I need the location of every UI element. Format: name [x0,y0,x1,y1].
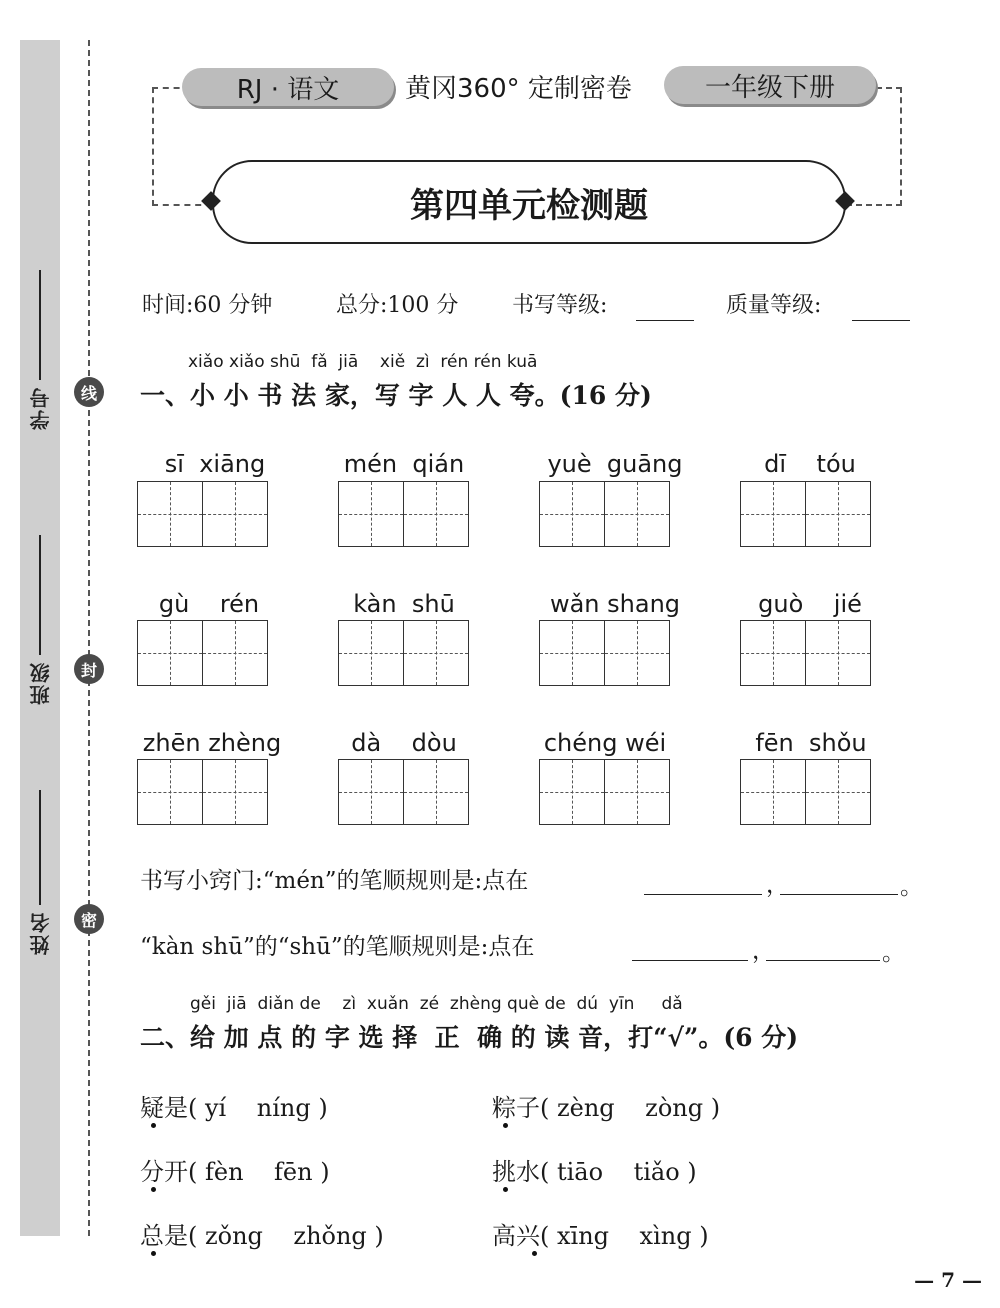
word-pinyin: gù rén [158,590,260,618]
writing-grid[interactable] [740,759,871,825]
section2-pinyin: gěi jiā diǎn de zì xuǎn zé zhèng què de dú yīn dǎ [190,994,683,1014]
header-bracket-right [846,87,902,206]
tip1-blank-1[interactable] [644,870,762,895]
student-id-line [39,270,41,380]
seal-secret: 密 [74,904,104,934]
emphasis-dot [151,1123,156,1128]
writing-grid[interactable] [740,620,871,686]
quality-grade-label: 质量等级: [726,293,822,318]
word-pinyin: sī xiāng [164,450,266,478]
writing-grid[interactable] [338,481,469,547]
word-pinyin: kàn shū [353,590,455,618]
writing-grid[interactable] [539,481,670,547]
subject-badge: RJ · 语文 [182,68,394,106]
word-pinyin: dà dòu [351,729,457,757]
tip2-blank-1[interactable] [632,936,748,961]
word-pinyin: fēn shǒu [755,729,867,757]
emphasis-dot [503,1187,508,1192]
class-field[interactable] [20,535,60,705]
writing-grid[interactable] [539,620,670,686]
stroke-tip-2: “kàn shū”的“shū”的笔顺规则是:点在 [140,934,535,960]
tip2-comma: ， [752,938,775,964]
word-pinyin: guò jié [758,590,862,618]
section1-title: 一、小 小 书 法 家，写 字 人 人 夸。(16 分) [140,381,652,410]
class-line [39,535,41,655]
tip2-blank-2[interactable] [766,936,880,961]
section2-title: 二、给 加 点 的 字 选 择 正 确 的 读 音，打“√”。(6 分) [140,1023,799,1052]
stroke-tip-1: 书写小窍门:“mén”的笔顺规则是:点在 [140,868,529,894]
word-pinyin: dī tóu [764,450,856,478]
word-pinyin: zhēn zhèng [142,729,282,757]
emphasis-dot [151,1251,156,1256]
grade-badge: 一年级下册 [664,66,876,104]
option-item[interactable]: 挑水( tiāo tiǎo ) [492,1158,697,1186]
seal-seal: 封 [74,654,104,684]
emphasis-dot [532,1251,537,1256]
time-info: 时间:60 分钟 [142,293,273,318]
quality-grade-blank[interactable] [852,296,910,321]
section1-pinyin: xiǎo xiǎo shū fǎ jiā xiě zì rén rén kuā [188,352,538,372]
student-id-field[interactable] [20,270,60,430]
writing-grade-blank[interactable] [636,296,694,321]
name-field[interactable] [20,790,60,955]
writing-grid[interactable] [338,620,469,686]
tip2-period: 。 [882,940,905,966]
seal-line: 线 [74,377,104,407]
writing-grid[interactable] [338,759,469,825]
name-line [39,790,41,905]
series-name: 黄冈360° 定制密卷 [405,74,632,104]
word-pinyin: wǎn shang [549,590,681,618]
option-item[interactable]: 疑是( yí níng ) [140,1094,328,1122]
emphasis-dot [503,1123,508,1128]
tip1-period: 。 [900,874,923,900]
option-item[interactable]: 分开( fèn fēn ) [140,1158,330,1186]
student-id-label: 学号 [28,386,53,430]
tip1-blank-2[interactable] [780,870,898,895]
writing-grid[interactable] [137,481,268,547]
emphasis-dot [151,1187,156,1192]
writing-grid[interactable] [137,620,268,686]
word-pinyin: yuè guāng [547,450,683,478]
option-item[interactable]: 高兴( xīng xìng ) [492,1222,709,1250]
cut-line [88,40,90,1236]
word-pinyin: chéng wéi [543,729,667,757]
writing-grade-label: 书写等级: [512,293,608,318]
option-item[interactable]: 总是( zǒng zhǒng ) [140,1222,384,1250]
writing-grid[interactable] [137,759,268,825]
word-pinyin: mén qián [343,450,465,478]
writing-grid[interactable] [740,481,871,547]
writing-grid[interactable] [539,759,670,825]
class-label: 班级 [28,661,53,705]
total-score-info: 总分:100 分 [336,293,459,318]
page-title: 第四单元检测题 [212,160,846,244]
page-number: — 7 — [914,1268,982,1292]
option-item[interactable]: 粽子( zèng zòng ) [492,1094,721,1122]
name-label: 姓名 [28,911,53,955]
tip1-comma: ， [766,872,789,898]
